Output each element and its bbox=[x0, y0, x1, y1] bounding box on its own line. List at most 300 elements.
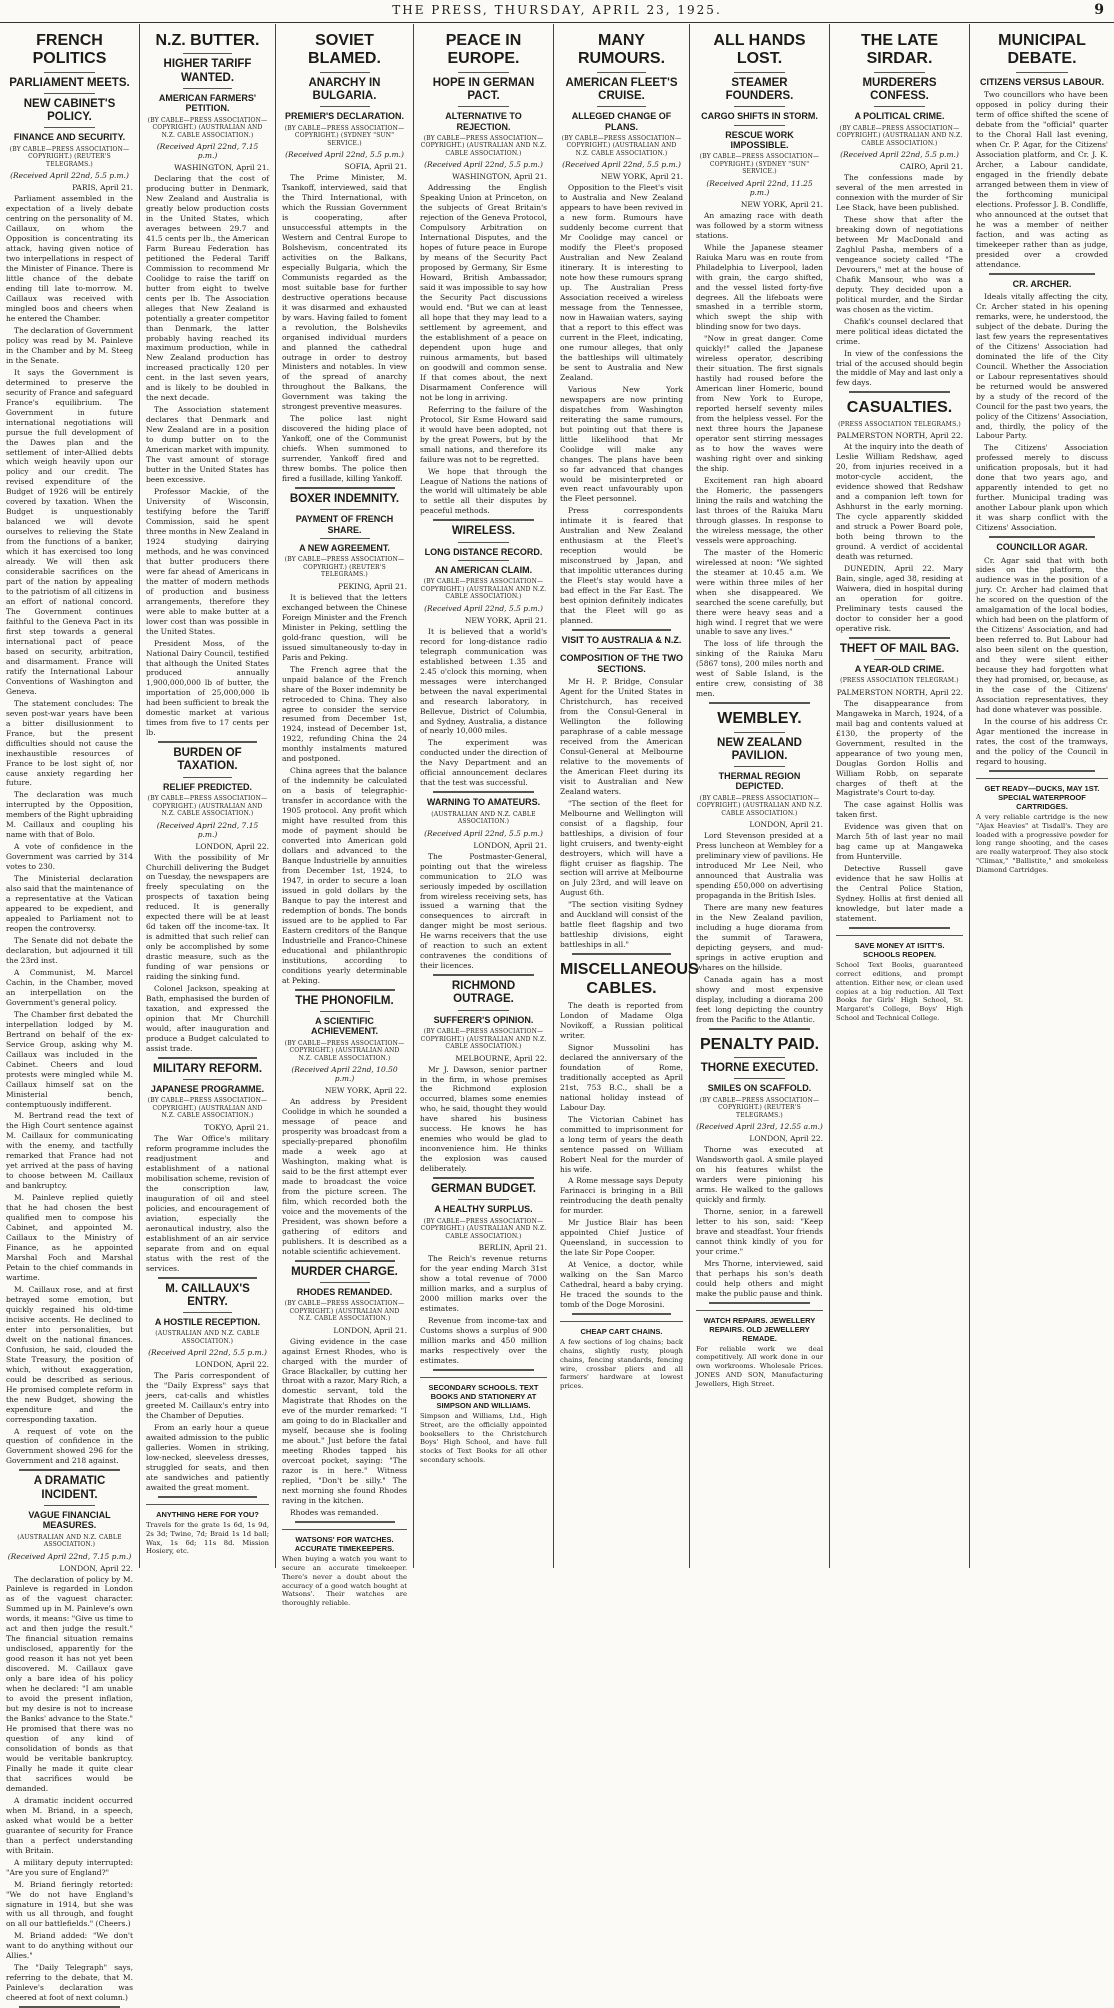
article-paragraph: The death is reported from London of Madame Olga Novikoff, a Russian political writer. bbox=[560, 1001, 683, 1040]
article-separator bbox=[849, 637, 951, 639]
article-separator bbox=[158, 1057, 256, 1059]
dateline: PALMERSTON NORTH, April 22. bbox=[836, 687, 963, 697]
article bbox=[146, 1283, 269, 1493]
headline: PARLIAMENT MEETS. bbox=[9, 76, 130, 89]
article bbox=[146, 1063, 269, 1274]
headline: MISCELLANEOUS CABLES. bbox=[560, 961, 699, 997]
cable-credit: (BY CABLE—PRESS ASSOCIATION—COPYRIGHT.) (REUTER'S TELEGRAMS.) bbox=[284, 556, 405, 579]
headline: THE PHONOFILM. bbox=[295, 994, 394, 1007]
headline: CITIZENS VERSUS LABOUR. bbox=[979, 76, 1104, 87]
cable-credit: (BY CABLE—PRESS ASSOCIATION—COPYRIGHT.) (AUSTRALIAN AND N.Z. CABLE ASSOCIATION.) bbox=[420, 1028, 547, 1051]
cable-credit: (BY CABLE—PRESS ASSOCIATION—COPYRIGHT.) (AUSTRALIAN AND N.Z. CABLE ASSOCIATION.) bbox=[147, 795, 268, 818]
article-separator bbox=[158, 1496, 256, 1498]
article-paragraph: The Chamber first debated the interpellation lodged by M. Bertrand on behalf of the ex-Service Group, asking why M. Caillaux was included in the Cabinet. Cheers and loud protests were mingled while M. Caillaux himself sat on the Ministerial bench, contemptuously indifferent. bbox=[6, 1009, 133, 1109]
article-paragraph: Thorne was executed at Wandsworth gaol. A smile played on his features whilst the warders were pinioning his arms. He walked to the gallows quickly and firmly. bbox=[696, 1145, 823, 1204]
article bbox=[976, 279, 1108, 534]
headline: THE LATE SIRDAR. bbox=[860, 32, 939, 68]
headline-rule bbox=[597, 648, 646, 649]
dateline: LONDON, April 22. bbox=[195, 1360, 269, 1370]
article-paragraph: The loss of life through the sinking of the Raiuka Maru (5867 tons), 200 miles north and west of Sable Island, is the entire crew, consisting of 38 men. bbox=[696, 639, 823, 699]
article-separator bbox=[433, 974, 535, 976]
headline: SOVIET BLAMED. bbox=[308, 32, 381, 68]
ad-heading: GET READY—DUCKS, MAY 1ST. SPECIAL WATERPROOF CARTRIDGES. bbox=[984, 783, 1100, 811]
headline: MANY RUMOURS. bbox=[577, 32, 666, 68]
headline-rule bbox=[874, 106, 925, 107]
headline: RESCUE WORK IMPOSSIBLE. bbox=[725, 129, 794, 150]
article-paragraph: We hope that through the League of Nations the nations of the world will ultimately be able to settle all their disputes by peaceful methods. bbox=[420, 466, 547, 516]
article bbox=[976, 542, 1108, 767]
headline-rule bbox=[183, 1312, 232, 1313]
article-paragraph: The declaration of Government policy was read by M. Painleve in the Chamber and by M. Steeg in the Senate. bbox=[6, 325, 133, 365]
article-paragraph: It is believed that a world's record for long-distance radio telegraph communication was established between 1.35 and 2.45 o'clock this morning, when messages were interchanged between the naval experimental and research laboratory, in Bellevue, District of Columbia, and Sydney, Australia, a distance of nearly 10,000 miles. bbox=[420, 626, 547, 736]
headline-rule bbox=[734, 125, 785, 126]
article-paragraph: Declaring that the cost of producing butter in Denmark, New Zealand and Australia is greatly below production costs in the United States, which averages between 29.7 and 41.5 cents per lb., the American Farm Bureau Federation has petitioned the Federal Tariff Commission to recommend Mr Coolidge to raise the tariff on butter from eight to twelve cents per lb. The Association alleges that New Zealand is potentially a greater competitor than Denmark, the latter probably having reached its maximum production, while in New Zealand production has increased practically 120 per cent. in the last seven years, and is likely to be doubled in the next decade. bbox=[146, 174, 269, 403]
article-paragraph: Evidence was given that on March 5th of last year no mail bag came up at Mangaweka from Hunterville. bbox=[836, 822, 963, 862]
headline-rule bbox=[44, 127, 95, 128]
article-paragraph: The Paris correspondent of the "Daily Express" says that jeers, cat-calls and whistles greeted M. Caillaux's entry into the Chamber of Deputies. bbox=[146, 1371, 269, 1421]
article bbox=[696, 32, 823, 699]
article-paragraph: The Senate did not debate the declaration, but adjourned it till the 23rd inst. bbox=[6, 936, 133, 965]
article bbox=[282, 493, 407, 986]
headline-rule bbox=[44, 1505, 95, 1506]
received-time: (Received April 22nd, 10.50 p.m.) bbox=[291, 1065, 398, 1084]
article-paragraph: A Rome message says Deputy Farinacci is bringing in a Bill reintroducing the death penalty for murder. bbox=[560, 1176, 683, 1216]
dateline: LONDON, April 22. bbox=[195, 841, 269, 851]
article bbox=[282, 995, 407, 1257]
article-paragraph: These show that after the breaking down of negotiations between Mr MacDonald and Zaghlul Pasha, members of a vengeance society called "The Devourers," met at the house of Chafik Mansour, who was a deputy. They decided upon a political murder, and the Sirdar was chosen as the victim. bbox=[836, 214, 963, 314]
ad-heading: SAVE MONEY AT ISITT'S. SCHOOLS REOPEN. bbox=[854, 941, 945, 960]
headline: A POLITICAL CRIME. bbox=[854, 111, 945, 122]
headline: BURDEN OF TAXATION. bbox=[173, 747, 242, 773]
article-paragraph: The Prime Minister, M. Tsankoff, interviewed, said that the Third International, with which the Russian Government is cooperating, after unsuccessful attempts in the Western and Central Europe to Bolshevism, concentrated its activities on the Balkans, especially Bulgaria, which the Communists regarded as the most suitable base for further destructive operations because it was disarmed and exhausted by wars. Having failed to foment a revolution, the Bolsheviks organised individual murders and planned the cathedral outrage in order to destroy Ministers and notables. In view of the spread of anarchy throughout the Balkans, the Government was taking the strongest preventive measures. bbox=[282, 173, 407, 412]
article-paragraph: The Postmaster-General, pointing out that the wireless communication to 2LO was seriously impeded by oscillation from wireless receiving sets, has issued a warning that the consequences to aircraft in danger might be most serious. He warns receivers that the use of reaction to such an extent contravenes the conditions of their licences. bbox=[420, 851, 547, 971]
headline: SUFFERER'S OPINION. bbox=[433, 1014, 534, 1025]
cable-credit: (BY CABLE—PRESS ASSOCIATION—COPYRIGHT.) (AUSTRALIAN AND N.Z. CABLE ASSOCIATION.) bbox=[696, 794, 823, 817]
article-paragraph: The French agree that the unpaid balance of the French share of the Boxer indemnity be retroceded to China. They also agree to consider the service resumed from December 1st, 1924, instead of December 1st, 1922, refunding China the 24 monthly instalments matured and postponed. bbox=[282, 664, 407, 764]
cable-credit: (BY CABLE—PRESS ASSOCIATION—COPYRIGHT.) (AUSTRALIAN AND N.Z. CABLE ASSOCIATION.) bbox=[284, 1300, 405, 1323]
article-paragraph: M. Caillaux rose, and at first betrayed some emotion, but quickly regained his old-time incisive accents. He declined to enter into personalities, but dwelt on the national finances. Confusion, he said, clouded the State Treasury, the position of which, without exaggeration, could be described as serious. He promised complete reform in the new Budget, showing the expenditure and the corresponding taxation. bbox=[6, 1284, 133, 1424]
article bbox=[146, 747, 269, 1054]
article-paragraph: An amazing race with death was followed by a storm witness stations. bbox=[696, 210, 823, 240]
received-time: (Received April 22nd, 5.5 p.m.) bbox=[424, 603, 543, 613]
ad-body: When buying a watch you want to secure an accurate timekeeper. There's never a doubt about the accuracy of a good watch bought at Watsons'. Their watches are thoroughly reliable. bbox=[282, 1555, 407, 1608]
article-paragraph: The master of the Homeric wirelessed at noon: "We sighted the steamer at 10.45 a.m. We were within three miles of her when she disappeared. We searched the scene carefully, but there were heavy seas and a high wind. I regret that we were unable to save any lives." bbox=[696, 547, 823, 637]
headline-rule bbox=[458, 72, 509, 73]
headline: PAYMENT OF FRENCH SHARE. bbox=[295, 514, 394, 535]
article-paragraph: A Communist, M. Marcel Cachin, in the Chamber, moved an interpellation on the Government's general policy. bbox=[6, 967, 133, 1007]
dateline: WASHINGTON, April 21. bbox=[452, 172, 547, 182]
article-separator bbox=[295, 487, 395, 489]
article-paragraph: While the Japanese steamer Raiuka Maru was en route from Philadelphia to Liverpool, laden with grain, the cargo shifted, and the vessel listed forty-five degrees. All the lifeboats were smashed in a terrible storm, which swept the ship with blinding snow for two days. bbox=[696, 242, 823, 332]
headline-rule bbox=[734, 1057, 785, 1058]
advertisement bbox=[282, 1529, 407, 1608]
article-separator bbox=[19, 1469, 121, 1471]
cable-credit: (BY CABLE—PRESS ASSOCIATION—COPYRIGHT.) (SYDNEY "SUN" SERVICE.) bbox=[284, 124, 405, 147]
article-separator bbox=[989, 273, 1095, 275]
received-time: (Received April 22nd, 7.15 p.m.) bbox=[156, 820, 259, 839]
article bbox=[420, 525, 547, 788]
headline: ALL HANDS LOST. bbox=[713, 32, 806, 68]
headline-rule bbox=[734, 766, 785, 767]
headline: RICHMOND OUTRAGE. bbox=[451, 980, 516, 1006]
headline-rule bbox=[734, 1078, 785, 1079]
advertisement bbox=[696, 1310, 823, 1389]
article-paragraph: The Association statement declares that Denmark and New Zealand are in a position to dump butter on to the American market with impunity. The vast amount of storage butter in the United States has been excessive. bbox=[146, 405, 269, 485]
dateline: PALMERSTON NORTH, April 22. bbox=[836, 431, 963, 441]
dateline: LONDON, April 21. bbox=[473, 840, 547, 850]
article-paragraph: Professor Mackie, of the University of Wisconsin, testifying before the Tariff Commission, said he spent three months in New Zealand in 1924 studying dairying methods, and he was convinced that butter producers there were far ahead of Americans in the matter of modern methods of production and business arrangements, therefore they were able to make butter at a lower cost than was possible in the United States. bbox=[146, 487, 269, 636]
headline: HOPE IN GERMAN PACT. bbox=[432, 76, 535, 102]
headline: LONG DISTANCE RECORD. bbox=[424, 546, 543, 557]
headline: N.Z. BUTTER. bbox=[155, 32, 260, 49]
headline: MUNICIPAL DEBATE. bbox=[998, 32, 1086, 68]
headline: COUNCILLOR AGAR. bbox=[996, 542, 1088, 553]
dateline: LONDON, April 22. bbox=[749, 1134, 823, 1144]
headline: AMERICAN FARMERS' PETITION. bbox=[158, 92, 257, 114]
article bbox=[420, 1183, 547, 1366]
headline-rule bbox=[734, 106, 785, 107]
advertisement bbox=[836, 935, 963, 1023]
advertisement bbox=[146, 1504, 269, 1556]
article-paragraph: Parliament assembled in the expectation of a lively debate centring on the personality of M. Caillaux, on whom the Opposition is concentrating its attack, having given notice of two interpellations in respect of the Minister of Finance. There is little chance of the debate ending till late to-morrow. M. Caillaux was received with mingled boos and cheers when he entered the Chamber. bbox=[6, 194, 133, 323]
headline-rule bbox=[44, 93, 95, 94]
headline: A NEW AGREEMENT. bbox=[299, 543, 390, 553]
cable-credit: (BY CABLE—PRESS ASSOCIATION—COPYRIGHT.) (AUSTRALIAN AND N.Z. CABLE ASSOCIATION.) bbox=[420, 134, 547, 157]
ad-heading: SECONDARY SCHOOLS. TEXT BOOKS AND STATIONERY AT SIMPSON AND WILLIAMS. bbox=[428, 1382, 539, 1410]
article-separator bbox=[849, 391, 951, 393]
article-paragraph: A dramatic incident occurred when M. Briand, in a speech, asked what would be a better guarantee of security for France than a perfect understanding with Britain. bbox=[6, 1795, 133, 1855]
article-paragraph: President Moss, of the National Dairy Council, testified that although the United States produced annually 1,900,000,000 lb of butter, the importation of 25,000,000 lb had been sufficient to break the domestic market at various times from five to 17 cents per lb. bbox=[146, 638, 269, 738]
ad-body: Travels for the grate 1s 6d, 1s 9d, 2s 3d; Twine, 7d; Braid 1s 1d ball; Wax, 1s 6d; 11s 8d. Mission Hosiery, etc. bbox=[146, 1520, 269, 1556]
headline: ALLEGED CHANGE OF PLANS. bbox=[571, 111, 672, 132]
ad-body: A few sections of log chains; back chains, slightly rusty, plough chains, fencing standards, fencing wire, crossbar pliers and all farmers' hardware at lowest prices. bbox=[560, 1338, 683, 1391]
dateline: MELBOURNE, April 22. bbox=[455, 1053, 547, 1063]
dateline: PEKING, April 21. bbox=[337, 581, 407, 591]
column-4 bbox=[414, 24, 554, 1568]
article bbox=[146, 32, 269, 738]
headline: THERMAL REGION DEPICTED. bbox=[718, 771, 801, 792]
masthead bbox=[0, 0, 1114, 23]
headline-rule bbox=[734, 732, 785, 733]
headline: A SCIENTIFIC ACHIEVEMENT. bbox=[310, 1015, 378, 1037]
article-paragraph: The disappearance from Mangaweka in March, 1924, of a mail bag and contents valued at £130, the property of the Government, resulted in the appearance of two young men, Douglas Gordon Hollis and William Robb, on separate charges of theft at the Magistrate's Court to-day. bbox=[836, 698, 963, 798]
cable-credit: (BY CABLE—PRESS ASSOCIATION—COPYRIGHT.) (AUSTRALIAN AND N.Z. CABLE ASSOCIATION.) bbox=[836, 124, 963, 147]
received-time: (Received April 22nd, 5.5 p.m.) bbox=[424, 828, 543, 838]
article-paragraph: The Ministerial declaration also said that the maintenance of a representative at the Vatican appeared to be expedient, and appealed to Parliament not to reopen the controversy. bbox=[6, 874, 133, 934]
headline: WEMBLEY. bbox=[717, 710, 802, 728]
headline: MURDER CHARGE. bbox=[291, 1265, 398, 1278]
article-paragraph: A vote of confidence in the Government was carried by 314 votes to 230. bbox=[6, 842, 133, 872]
headline: CR. ARCHER. bbox=[1012, 278, 1072, 289]
headline: NEW CABINET'S POLICY. bbox=[23, 98, 116, 124]
ad-heading: ANYTHING HERE FOR YOU? bbox=[156, 1509, 259, 1519]
article-paragraph: M. Painleve replied quietly that he had chosen the best qualified men to compose his Cabinet, and appointed M. Caillaux to the Ministry of Finance, as he appointed Marshal Foch and Marshal Petain to the chief commands in wartime. bbox=[6, 1193, 133, 1282]
article-separator bbox=[572, 953, 670, 955]
headline-rule bbox=[320, 1282, 370, 1283]
received-time: (Received April 22nd, 11.25 p.m.) bbox=[706, 178, 813, 197]
headline-rule bbox=[183, 88, 232, 89]
article-paragraph: It is believed that the letters exchanged between the Chinese Foreign Minister and the French Minister in Peking, settling the gold-franc question, will be issued simultaneously to-day in Paris and Peking. bbox=[282, 592, 407, 662]
headline: PREMIER'S DECLARATION. bbox=[285, 111, 404, 122]
headline-rule bbox=[458, 106, 509, 107]
column-3 bbox=[276, 24, 414, 1608]
column-6 bbox=[690, 24, 830, 1568]
page-number: 9 bbox=[1094, 2, 1104, 18]
article-paragraph: Rhodes was remanded. bbox=[290, 1508, 379, 1518]
article-separator bbox=[989, 770, 1095, 772]
headline: MURDERERS CONFESS. bbox=[862, 76, 937, 102]
article-paragraph: The Citizens' Association professed merely to discuss unification proposals, but it had done that two years ago, and apparently intended to get no further. Municipal trading was another Labour plank upon which it was sharp conflict with the Citizens' Association. bbox=[976, 443, 1108, 533]
article-paragraph: Opposition to the Fleet's visit to Australia and New Zealand appears to have been revived in a new form. Rumours have suddenly become current that Mr Coolidge may cancel or modify the Fleet's proposed Australian and New Zealand itinerary. It is interesting to note how these rumours sprang up. The Australian Press Association received a wireless message from the Tennessee, now in Hawaiian waters, saying that a report to this effect was current in the Fleet, indicating, one rumour alleges, that only the battleships will ultimately be sent to Australia and New Zealand. bbox=[560, 183, 683, 382]
article bbox=[560, 32, 683, 626]
dateline: SOFIA, April 21. bbox=[344, 162, 407, 172]
article-paragraph: It says the Government is determined to preserve the security of France and safeguard France's equilibrium. The Government in future international negotiations will pursue the full development of the Dawes plan and the settlement of inter-Allied debts which weigh heavily upon our policy and our credit. The revised expenditure of the Budget of 1926 will be entirely covered by taxation. When the Budget is unquestionably balanced we will devote ourselves to relieving the State from the functions of a banker, which it has exercised too long already. We will then ask considerable sacrifices on the part of the nation by appealing to the patriotism of all citizens in an effort of national concord. The Government continues faithful to the Geneva Pact in its first step towards a general international pact of peace based on security, arbitration, and disarmament. France will ratify the International Labour Conventions of Washington and Geneva. bbox=[6, 367, 133, 696]
ad-heading: WATSONS' FOR WATCHES. ACCURATE TIMEKEEPERS. bbox=[294, 1535, 395, 1554]
column-7 bbox=[830, 24, 970, 1568]
headline: RELIEF PREDICTED. bbox=[162, 781, 252, 792]
headline: AN AMERICAN CLAIM. bbox=[434, 564, 533, 575]
article-paragraph: At Venice, a doctor, while walking on the San Marco Cathedral, heard a baby crying. He traced the sounds to the tomb of the Doge Morosini. bbox=[560, 1260, 683, 1310]
article-paragraph: The "Daily Telegraph" says, referring to the debate, that M. Painleve's declaration was cheered at foot of next column.) bbox=[6, 1963, 133, 2003]
article-paragraph: Canada again has a most showy and most expensive display, including a diorama 200 feet long depicting the country from the Pacific to the Atlantic. bbox=[696, 974, 823, 1024]
cable-credit: (BY CABLE—PRESS ASSOCIATION—COPYRIGHT.) (SYDNEY "SUN" SERVICE.) bbox=[699, 153, 820, 176]
column-1 bbox=[0, 24, 140, 2003]
headline-rule bbox=[734, 72, 785, 73]
article-paragraph: The declaration of policy by M. Painleve is regarded in London as of the vaguest character. Summed up in M. Painleve's own words, it means: "Give us time to act and then judge the result." The financial situation remains undisclosed, apparently for the good reason it has not yet been discovered. M. Caillaux gave only a bare idea of his policy when he declared: "I am unable to avoid the present inflation, but my desire is not to increase the Banks' advance to the State." He promised that there was no question of any kind of consolidation of bonds as that would be veritable bankruptcy. Finally he made it quite clear that sacrifices would be demanded. bbox=[6, 1574, 133, 1793]
article-paragraph: Two councillors who have been opposed in policy during their term of office shifted the scene of debate from the "official" quarter to the Choral Hall last evening, when Cr. P. Agar, for the Citizens' Association platform, and Cr. J. K. Archer, a Labour candidate, engaged in the friendly debate arranged between them in view of the forthcoming municipal elections. Professor J. B. Condliffe, who announced at the outset that he was a member of neither faction, and was acting as timekeeper rather than as judge, presided over a crowded attendance. bbox=[976, 90, 1108, 269]
headline: CASUALTIES. bbox=[846, 399, 953, 417]
headline: VAGUE FINANCIAL MEASURES. bbox=[28, 1509, 111, 1531]
dateline: NEW YORK, April 21. bbox=[740, 199, 823, 209]
article bbox=[696, 710, 823, 1024]
dateline: NEW YORK, April 21. bbox=[600, 172, 683, 182]
headline: STEAMER FOUNDERS. bbox=[725, 76, 794, 102]
article-paragraph: Ideals vitally affecting the city, Cr. Archer stated in his opening remarks, were, he understood, the subject of the debate. During the last few years the representatives of the Citizens' Association had dominated the life of the City Council. Whether the Association or Labour representatives should be returned would be answered by a study of the record of the Council for the past two years, the policy of the Citizens' Association, and, thirdly, the policy of the Labour Party. bbox=[976, 291, 1108, 441]
article-paragraph: Mr H. P. Bridge, Consular Agent for the United States in Christchurch, has received from the Consul-General in Wellington the following paraphrase of a cable message received from the American Consul-General at Melbourne relative to the movements of the American Fleet during its visit to Australian and New Zealand waters. bbox=[560, 677, 683, 796]
cable-credit: (BY CABLE—PRESS ASSOCIATION—COPYRIGHT.) (REUTER'S TELEGRAMS.) bbox=[9, 145, 130, 168]
dateline: BERLIN, April 21. bbox=[478, 1243, 547, 1253]
headline-rule bbox=[458, 560, 509, 561]
headline-rule bbox=[874, 72, 925, 73]
ad-body: School Text Books, guaranteed correct editions, and prompt attention. Either new, or clean used copies at a big reduction. All Text Books for Girls' High School, St. Margaret's College, Boys' High School and Technical College. bbox=[836, 961, 963, 1023]
article-paragraph: China agrees that the balance of the indemnity be calculated on a basis of telegraphic-transfer in accordance with the 1905 protocol. Any profit which might have resulted from this mode of payment should be converted into American gold dollars and advanced to the Banque Industrielle by annuities from December 1st, 1924, to 1947, in order to secure a loan issued in gold dollars by the Banque to pay the interest and redemption of bonds. The bonds issued are to be applied to Far Eastern creditors of the Banque Industrielle and Franco-Chinese educational and philanthropic institutions, according to conditions yearly determinable at Peking. bbox=[282, 766, 407, 985]
headline-rule bbox=[320, 538, 370, 539]
dateline: NEW YORK, April 22. bbox=[324, 1086, 407, 1096]
article-paragraph: In the course of his address Cr. Agar mentioned the increase in rates, the cost of the tramways, and the policy of the Council in regard to housing. bbox=[976, 717, 1108, 766]
article-separator bbox=[433, 1177, 535, 1179]
headline: A HEALTHY SURPLUS. bbox=[434, 1204, 533, 1215]
article bbox=[420, 980, 547, 1174]
article-paragraph: "The section visiting Sydney and Auckland will consist of the battle fleet flagship and two battleship divisions, eight battleships in all." bbox=[560, 900, 683, 950]
article-paragraph: Mr J. Dawson, senior partner in the firm, in whose premises the Richmond explosion occurred, blames some enemies who, he said, thought they would have shared his business success. He knows he has enemies who would be glad to inconvenience him. He thinks the explosion was caused deliberately. bbox=[420, 1064, 547, 1174]
headline-rule bbox=[597, 72, 646, 73]
article-paragraph: The confessions made by several of the men arrested in connexion with the murder of Sir Lee Stack, have been published. bbox=[836, 173, 963, 212]
headline-rule bbox=[183, 777, 232, 778]
headline-rule bbox=[320, 1011, 370, 1012]
article-paragraph: Addressing the English Speaking Union at Princeton, on the subjects of Great Britain's rejection of the Geneva Protocol, Compulsory Arbitration on International Disputes, and the hopes of future peace in Europe by means of the Security Pact proposed by Germany, Sir Esme Howard, British Ambassador, said it was impossible to say how the Security Pact discussions would end. "But we can at least all hope that they may lead to a settlement by agreement, and the establishment of a peace on dependent upon huge and ruinous armaments, but based on goodwill and common sense. If that comes about, the next Disarmament Conference will not be long in arriving. bbox=[420, 183, 547, 402]
article-paragraph: Revenue from income-tax and Customs shows a surplus of 900 million marks and 450 million marks respectively over the estimates. bbox=[420, 1316, 547, 1365]
received-time: (Received April 22nd, 5.5 p.m.) bbox=[10, 171, 129, 181]
headline-rule bbox=[1016, 72, 1069, 73]
headline-rule bbox=[458, 1010, 509, 1011]
article-paragraph: At the inquiry into the death of Leslie William Redshaw, aged 20, from injuries received in a motor-cycle accident, the evidence showed that Redshaw and a companion left town for Ashhurst in the early morning. The cycle apparently skidded and struck a Power Board pole, both being thrown to the ground. A verdict of accidental death was returned. bbox=[836, 442, 963, 561]
article bbox=[836, 399, 963, 633]
article-separator bbox=[295, 1521, 395, 1523]
article-separator bbox=[433, 1369, 535, 1371]
received-time: (Received April 22nd, 5.5 p.m.) bbox=[148, 1348, 267, 1358]
article-paragraph: M. Bertrand read the text of the High Court sentence against M. Caillaux for communicating with the enemy, and tactfully remarked that France had not yet arrived at the pass of having to choose between M. Caillaux and bankruptcy. bbox=[6, 1111, 133, 1191]
article-paragraph: Cr. Agar said that with both sides on the platform, the audience was in the position of a jury. Cr. Archer had claimed that he scored on the question of the amalgamation of the local bodies, which had been on the platform of the Citizens' Association, and had been referred to. But Labour had also been silent on the question, and they were silent either because they had forgotten what they had promised, or, because, as in the case of the Citizens' Association representatives, they had done whatever was possible. bbox=[976, 555, 1108, 715]
headline-rule bbox=[44, 72, 95, 73]
article-separator bbox=[709, 1028, 811, 1030]
headline: FRENCH POLITICS bbox=[32, 32, 107, 68]
article bbox=[560, 961, 699, 1310]
advertisement bbox=[420, 1377, 547, 1465]
article-paragraph: The police last night discovered the hiding place of Yankoff, one of the Communist chiefs. When summoned to surrender, Yankoff fired and threw bombs. The police then fired a fusillade, killing Yankoff. bbox=[282, 414, 407, 484]
article-separator bbox=[295, 989, 395, 991]
headline: MILITARY REFORM. bbox=[152, 1062, 263, 1075]
article-paragraph: "Now in great danger. Come quickly!" called the Japanese wireless operator, describing their situation. The first signals hastily had roused before the American liner Homeric, bound from New York to Europe, reported herself seventy miles from the helpless vessel. For the next three hours the Japanese operator sent stirring messages as to how the waves were washing right over and sinking the ship. bbox=[696, 334, 823, 473]
headline: THEFT OF MAIL BAG. bbox=[839, 642, 960, 655]
received-time: (Received April 22nd, 5.5 p.m.) bbox=[424, 160, 543, 170]
headline: GERMAN BUDGET. bbox=[431, 1183, 536, 1196]
headline: THORNE EXECUTED. bbox=[700, 1062, 819, 1075]
article-separator bbox=[433, 519, 535, 521]
headline: ALTERNATIVE TO REJECTION. bbox=[445, 111, 522, 132]
article-separator bbox=[433, 791, 535, 793]
article-paragraph: Thorne, senior, in a farewell letter to his son, said: "Keep brave and steadfast. Your friends cannot think kindly of you for your crime." bbox=[696, 1206, 823, 1256]
cable-credit: (BY CABLE—PRESS ASSOCIATION—COPYRIGHT.) (REUTER'S TELEGRAMS.) bbox=[699, 1096, 820, 1119]
columns-container bbox=[0, 24, 1114, 2003]
headline: NEW ZEALAND PAVILION. bbox=[717, 736, 802, 762]
article-paragraph: A military deputy interrupted: "Are you sure of England?" bbox=[6, 1857, 133, 1877]
received-time: (Received April 22nd, 5.5 p.m.) bbox=[562, 160, 681, 170]
article-paragraph: DUNEDIN, April 22. Mary Bain, single, aged 38, residing at Waiwera, died in hospital during an operation for goitre. Preliminary tests caused the doctor to consider her a good operative risk. bbox=[836, 563, 963, 633]
received-time: (Received April 23rd, 12.55 a.m.) bbox=[696, 1122, 823, 1132]
dateline: TOKYO, April 21. bbox=[204, 1122, 269, 1132]
cable-credit: (BY CABLE—PRESS ASSOCIATION—COPYRIGHT.) (AUSTRALIAN AND N.Z. CABLE ASSOCIATION.) bbox=[420, 578, 547, 601]
article bbox=[560, 635, 683, 950]
article-paragraph: The Reich's revenue returns for the year ending March 31st show a total revenue of 7000 million marks, and a surplus of 2000 million marks over the estimates. bbox=[420, 1254, 547, 1314]
headline: PEACE IN EUROPE. bbox=[445, 32, 522, 68]
article-paragraph: The War Office's military reform programme includes the readjustment and establishment of a national mobilisation scheme, revision of the conscription law, inauguration of oil and steel policies, and encouragement of aviation, especially the aeronautical industry, also the establishment of an air service separate from and on equal status with the rest of the services. bbox=[146, 1133, 269, 1273]
article-separator bbox=[572, 1313, 670, 1315]
dateline: CAIRO, April 21. bbox=[899, 162, 963, 172]
article-paragraph: Mr Justice Blair has been appointed Chief Justice of Queensland, in succession to the late Sir Pope Cooper. bbox=[560, 1218, 683, 1258]
headline-rule bbox=[183, 1079, 232, 1080]
ad-body: Simpson and Williams, Ltd., High Street, are the officially appointed booksellers to the Christchurch Boys' High School, and have full stocks of Text Books for all other secondary schools. bbox=[420, 1411, 547, 1465]
headline: AMERICAN FLEET'S CRUISE. bbox=[565, 76, 678, 102]
article bbox=[836, 643, 963, 924]
article-paragraph: Giving evidence in the case against Ernest Rhodes, who is charged with the murder of Grace Blackaller, by cutting her throat with a razor, Mary Rich, a domestic servant, told the Magistrate that Rhodes on the eve of the murder remarked: "I am going to do in Blackaller and myself, because she is fooling me about." Just before the fatal meeting Rhodes tapped his overcoat pocket, saying: "The razor is in here." Witness replied, "Don't be silly." The next morning she found Rhodes raving in the kitchen. bbox=[282, 1336, 407, 1506]
article-separator bbox=[989, 536, 1095, 538]
article-paragraph: The declaration was much interrupted by the Opposition, members of the Right upbraiding M. Caillaux and coupling his name with that of Bolo. bbox=[6, 790, 133, 840]
article bbox=[420, 32, 547, 516]
article-paragraph: From an early hour a queue awaited admission to the public galleries. Women in striking, low-necked, sleeveless dresses, struggled for seats, and then ate sandwiches and patiently awaited the great moment. bbox=[146, 1423, 269, 1492]
article-paragraph: In view of the confessions the trial of the accused should begin the middle of May and last only a few days. bbox=[836, 348, 963, 388]
ad-body: A very reliable cartridge is the new "Ajax Heavies" at Tisdall's. They are loaded with a progressive powder for long range shooting, and the cases are really waterproof. They also stock "Climax," "Ballistite," and smokeless Diamond Cartridges. bbox=[976, 812, 1108, 874]
article-separator bbox=[709, 702, 811, 704]
cable-credit: (PRESS ASSOCIATION TELEGRAMS.) bbox=[838, 420, 961, 428]
headline: A DRAMATIC INCIDENT. bbox=[33, 1475, 106, 1501]
article-paragraph: Referring to the failure of the Protocol, Sir Esme Howard said it would have been adopted, not by the great Powers, but by the small nations, and therefore its failure was not to be regretted. bbox=[420, 404, 547, 464]
dateline: WASHINGTON, April 21. bbox=[174, 163, 269, 173]
masthead-title: THE PRESS, THURSDAY, APRIL 23, 1925. bbox=[392, 3, 722, 17]
headline: A YEAR-OLD CRIME. bbox=[854, 663, 945, 674]
headline-rule bbox=[597, 106, 646, 107]
article bbox=[6, 1475, 133, 2003]
dateline: PARIS, April 21. bbox=[72, 183, 133, 193]
article-paragraph: With the possibility of Mr Churchill delivering the Budget on Tuesday, the newspapers are freely speculating on the prospects of taxation being reduced. It is generally expected there will be at least 6d taken off the income-tax. It is admitted that such relief can only be accomplished by some drastic measure, such as the funding of war pensions or raiding the sinking fund. bbox=[146, 852, 269, 982]
article-paragraph: The Victorian Cabinet has committed to imprisonment for a long term of years the death sentence passed on William Robert Neal for the murder of his wife. bbox=[560, 1114, 683, 1174]
article-separator bbox=[158, 741, 256, 743]
article bbox=[976, 32, 1108, 270]
headline: A HOSTILE RECEPTION. bbox=[154, 1316, 261, 1327]
article-paragraph: Lord Stevenson presided at a Press luncheon at Wembley for a preliminary view of pavilions. He introduced Mr Lee Neil, who announced that Australia was spending £50,000 on advertising propaganda in the British Isles. bbox=[696, 831, 823, 901]
headline-rule bbox=[458, 1199, 509, 1200]
headline: HIGHER TARIFF WANTED. bbox=[163, 58, 252, 84]
headline: FINANCE AND SECURITY. bbox=[13, 132, 126, 143]
cable-credit: (AUSTRALIAN AND N.Z. CABLE ASSOCIATION.) bbox=[17, 1533, 122, 1548]
column-5 bbox=[554, 24, 699, 1568]
headline-rule bbox=[320, 72, 370, 73]
column-8 bbox=[970, 24, 1114, 1568]
article-paragraph: Various New York newspapers are now printing dispatches from Washington reiterating the same rumours, but pointing out that there is little likelihood that Mr Coolidge will make any changes. The plans have been so far advanced that changes would be misinterpreted or even react unfavourably upon the Fleet personnel. bbox=[560, 384, 683, 504]
article-separator bbox=[572, 629, 670, 631]
headline: WIRELESS. bbox=[451, 525, 516, 538]
dateline: LONDON, April 21. bbox=[333, 1325, 407, 1335]
headline: VISIT TO AUSTRALIA & N.Z. bbox=[561, 635, 682, 646]
received-time: (Received April 22nd, 5.5 p.m.) bbox=[285, 150, 404, 160]
cable-credit: (BY CABLE—PRESS ASSOCIATION—COPYRIGHT.) (AUSTRALIAN AND N.Z. CABLE ASSOCIATION.) bbox=[147, 116, 268, 139]
article bbox=[836, 32, 963, 388]
headline-rule bbox=[183, 53, 232, 54]
headline-rule bbox=[320, 106, 370, 107]
cable-credit: (PRESS ASSOCIATION TELEGRAM.) bbox=[840, 677, 959, 685]
article bbox=[696, 1036, 823, 1299]
article-paragraph: The case against Hollis was taken first. bbox=[836, 800, 963, 820]
headline: CARGO SHIFTS IN STORM. bbox=[701, 111, 818, 122]
headline-rule bbox=[320, 509, 370, 510]
article-paragraph: The statement concludes: The seven post-war years have been a bitter disillusionment to France, but the present difficulties should not cause the inexhaustible resources of France to be lost sight of, nor cause anxiety regarding her future. bbox=[6, 698, 133, 788]
cable-credit: (BY CABLE—PRESS ASSOCIATION—COPYRIGHT.) (AUSTRALIAN AND N.Z. CABLE ASSOCIATION.) bbox=[147, 1097, 268, 1120]
article-paragraph: Chafik's counsel declared that mere political ideas dictated the crime. bbox=[836, 316, 963, 346]
article bbox=[282, 1266, 407, 1519]
ad-body: For reliable work we deal competitively. All work done in our own workrooms. Wholesale Prices. JONES AND SON, Manufacturing Jewellers, High Street. bbox=[696, 1344, 823, 1388]
ad-heading: WATCH REPAIRS. JEWELLERY REPAIRS. OLD JEWELLERY REMADE. bbox=[703, 1315, 816, 1343]
article-paragraph: "The section of the fleet for Melbourne and Wellington will consist of a flagship, four battleships, a division of four light cruisers, and twenty-eight destroyers, which will have a flight cruiser as flagship. The section will arrive at Melbourne on July 23rd, and will leave on August 6th. bbox=[560, 798, 683, 898]
article-paragraph: The experiment was conducted under the direction of the Navy Department and an official announcement declares that the test was successful. bbox=[420, 738, 547, 788]
ad-heading: CHEAP CART CHAINS. bbox=[580, 1327, 663, 1337]
article bbox=[420, 797, 547, 971]
column-2 bbox=[140, 24, 276, 1568]
article-paragraph: Signor Mussolini has declared the anniversary of the foundation of Rome, traditionally accepted as April 21st, 753 B.C., shall be a national holiday instead of Labour Day. bbox=[560, 1042, 683, 1112]
article-paragraph: M. Briand fieringly retorted: "We do not have England's signature in 1914, but she was with us all through, and fought on all our battlefields." (Cheers.) bbox=[6, 1879, 133, 1929]
cable-credit: (AUSTRALIAN AND N.Z. CABLE ASSOCIATION.) bbox=[431, 810, 536, 826]
dateline: LONDON, April 22. bbox=[59, 1563, 133, 1573]
article-paragraph: Detective Russell gave evidence that he saw Hollis at the Central Police Station, Sydney. Hollis at first denied all knowledge, but later made a statement. bbox=[836, 864, 963, 924]
article-separator bbox=[158, 1277, 256, 1279]
cable-credit: (BY CABLE—PRESS ASSOCIATION—COPYRIGHT.) (AUSTRALIAN AND N.Z. CABLE ASSOCIATION.) bbox=[561, 134, 682, 157]
article-paragraph: Mrs Thorne, interviewed, said that perhaps his son's death could help others and might make the public pause and think. bbox=[696, 1258, 823, 1298]
headline-rule bbox=[458, 542, 509, 543]
article-separator bbox=[709, 1302, 811, 1304]
article-separator bbox=[849, 927, 951, 929]
headline: PENALTY PAID. bbox=[699, 1035, 820, 1053]
article-paragraph: A request of vote on the question of confidence in the Government showed 296 for the Government and 218 against. bbox=[6, 1426, 133, 1466]
article-paragraph: Press correspondents intimate it is feared that Australian and New Zealand enthusiasm at the Fleet's reception would be misconstrued by Japan, and that impolitic utterances during the Fleet's stay would have a bad effect in the Far East. The best opinion definitely indicates that the Fleet will go as planned. bbox=[560, 506, 683, 626]
received-time: (Received April 22nd, 5.5 p.m.) bbox=[840, 150, 959, 160]
